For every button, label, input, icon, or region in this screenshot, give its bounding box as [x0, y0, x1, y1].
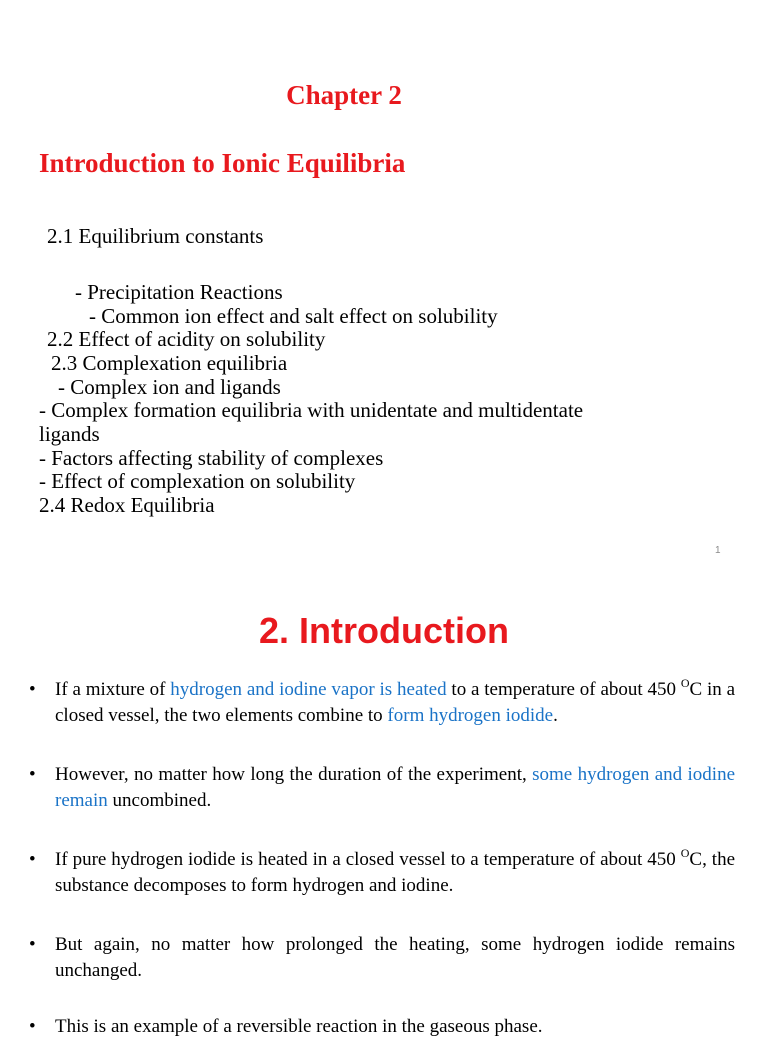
section-title: 2. Introduction — [259, 610, 509, 651]
superscript: O — [680, 675, 690, 690]
text-run: to a temperature of about 450 — [446, 679, 681, 700]
toc-item: - Factors affecting stability of complexes — [39, 446, 384, 470]
text-run: But again, no matter how prolonged the heating, some hydrogen iodide remains unchanged. — [55, 934, 735, 981]
bullet-paragraph — [55, 1014, 735, 1040]
text-run: C, the substance decomposes to form hydrogen and iodine. — [55, 849, 736, 896]
toc-item: 2.2 Effect of acidity on solubility — [47, 327, 326, 351]
bullet-icon: • — [29, 1016, 36, 1037]
bullet-paragraph — [55, 847, 735, 899]
highlight-text: hydrogen and iodine vapor is heated — [170, 679, 447, 700]
toc-item: - Effect of complexation on solubility — [39, 469, 356, 493]
text-run: This is an example of a reversible reaction in the gaseous phase. — [55, 1016, 543, 1037]
bullet-icon: • — [29, 764, 36, 785]
text-run: . — [553, 705, 558, 726]
toc-item: 2.3 Complexation equilibria — [51, 351, 288, 375]
chapter-heading: Chapter 2 — [286, 80, 402, 110]
slide-title: Introduction to Ionic Equilibria — [39, 148, 406, 178]
text-run: If a mixture of — [55, 679, 171, 700]
toc-item: - Complex ion and ligands — [58, 375, 281, 399]
toc-item: 2.4 Redox Equilibria — [39, 493, 215, 517]
bullet-icon: • — [29, 679, 36, 700]
toc-item: - Complex formation equilibria with unidentate and multidentate — [39, 398, 584, 422]
superscript: O — [680, 845, 690, 860]
toc-item: ligands — [39, 422, 100, 446]
text-run: If pure hydrogen iodide is heated in a closed vessel to a temperature of about 450 — [55, 849, 681, 870]
page-number: 1 — [715, 545, 721, 556]
highlight-text: some hydrogen and iodine remain — [55, 764, 735, 811]
bullet-icon: • — [29, 934, 36, 955]
bullet-paragraph — [55, 677, 735, 729]
toc-item: 2.1 Equilibrium constants — [47, 224, 264, 248]
highlight-text: form hydrogen iodide — [387, 705, 554, 726]
bullet-paragraph — [55, 762, 735, 814]
bullet-icon: • — [29, 849, 36, 870]
text-run: However, no matter how long the duration of the experiment, — [55, 764, 533, 785]
text-run: C in a closed vessel, the two elements combine to — [55, 679, 736, 726]
toc-item: - Precipitation Reactions — [75, 280, 283, 304]
bullet-paragraph — [55, 932, 735, 984]
toc-item: - Common ion effect and salt effect on solubility — [89, 304, 498, 328]
text-run: uncombined. — [107, 790, 212, 811]
